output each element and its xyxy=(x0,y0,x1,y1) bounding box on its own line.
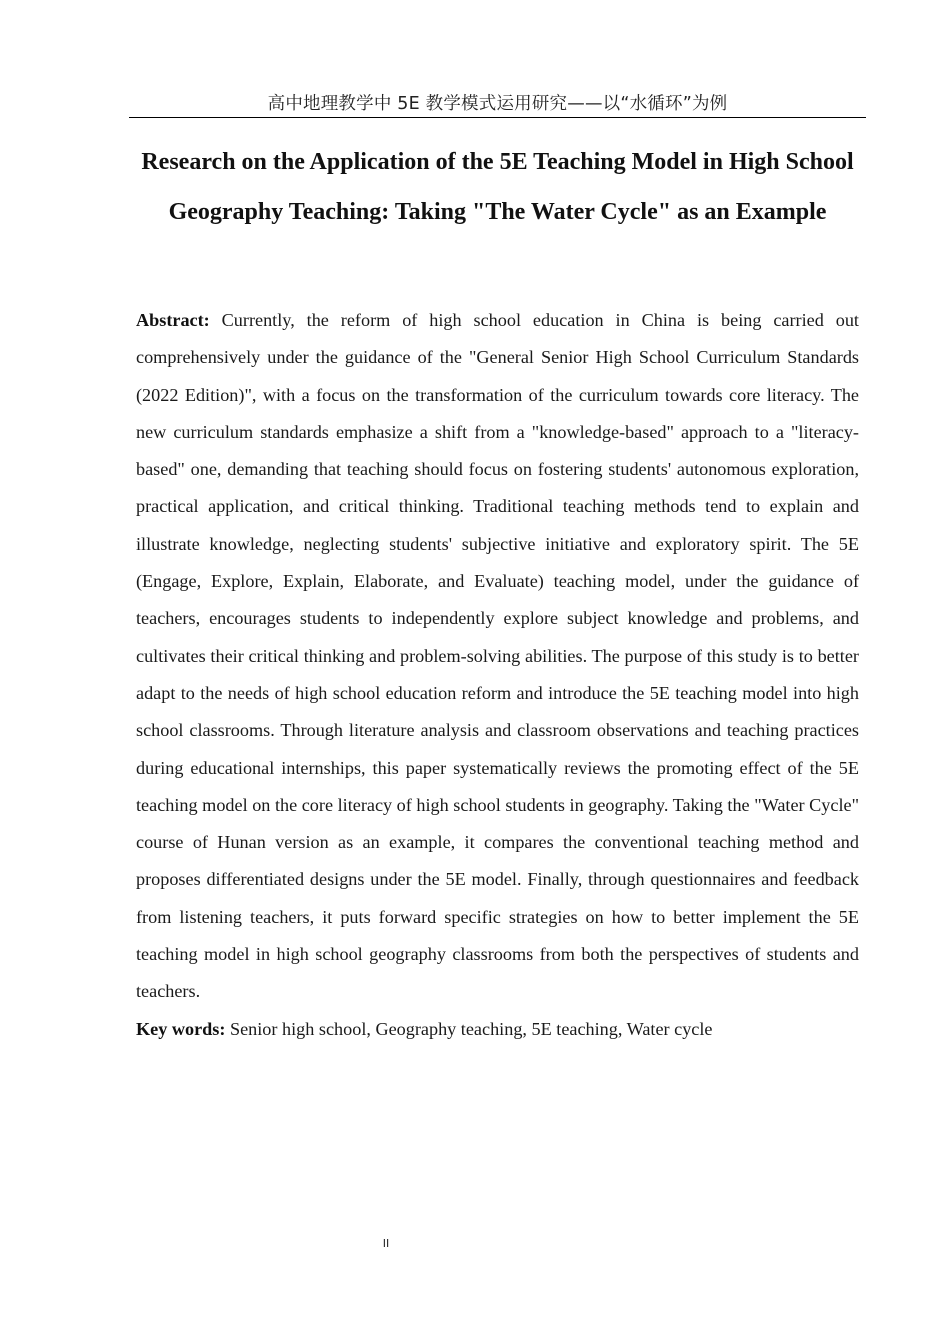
running-header: 高中地理教学中 5E 教学模式运用研究——以“水循环”为例 xyxy=(129,91,866,118)
page-number: II xyxy=(382,1237,390,1250)
abstract-text: Currently, the reform of high school education in China is being carried out comprehensively under the guidance of the "General Senior High School Curriculum Standards (2022 Edition)", with a focus on the transformation of the curriculum towards core literacy. The new curriculum standards emphasize a shift from a "knowledge-based" approach to a "literacy-based" one, demanding that teaching should focus on fostering students' autonomous exploration, practical application, and critical thinking. Traditional teaching methods tend to explain and illustrate knowledge, neglecting students' subjective initiative and exploratory spirit. The 5E (Engage, Explore, Explain, Elaborate, and Evaluate) teaching model, under the guidance of teachers, encourages students to independently explore subject knowledge and problems, and cultivates their critical thinking and problem-solving abilities. The purpose of this study is to better adapt to the needs of high school education reform and introduce the 5E teaching model into high school classrooms. Through literature analysis and classroom observations and teaching practices during educational internships, this paper systematically reviews the promoting effect of the 5E teaching model on the core literacy of high school students in geography. Taking the "Water Cycle" course of Hunan version as an example, it compares the conventional teaching method and proposes differentiated designs under the 5E model. Finally, through questionnaires and feedback from listening teachers, it puts forward specific strategies on how to better implement the 5E teaching model in high school geography classrooms from both the perspectives of students and teachers. xyxy=(136,310,859,1002)
abstract-label: Abstract: xyxy=(136,310,210,330)
abstract-paragraph xyxy=(136,302,859,1011)
keywords-paragraph xyxy=(136,1011,859,1048)
paper-title: Research on the Application of the 5E Teaching Model in High School Geography Teaching: Taking "The Water Cycle" as an Example xyxy=(141,149,854,225)
keywords-text: Senior high school, Geography teaching, 5E teaching, Water cycle xyxy=(225,1019,713,1039)
keywords-label: Key words: xyxy=(136,1019,226,1039)
